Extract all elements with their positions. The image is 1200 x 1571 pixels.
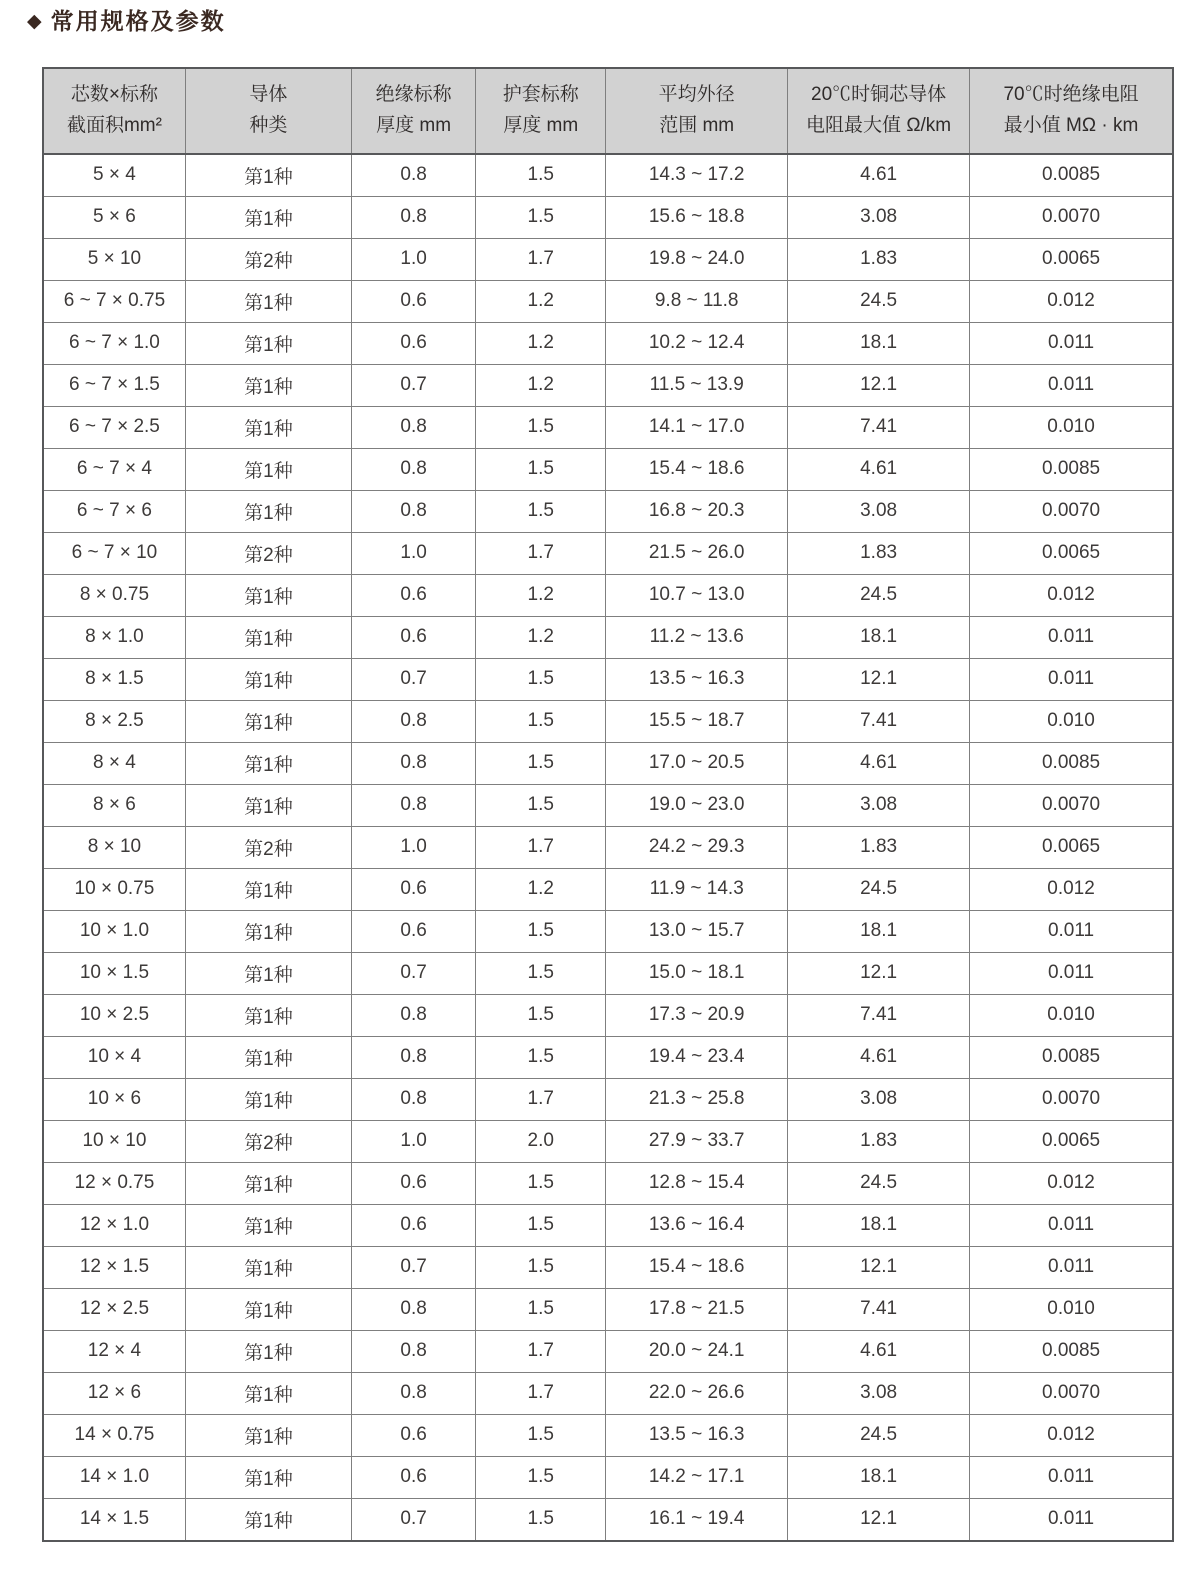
- table-cell: 24.5: [788, 1162, 970, 1204]
- table-cell: 第1种: [185, 1078, 351, 1120]
- table-cell: 0.6: [351, 616, 475, 658]
- table-cell: 14 × 0.75: [43, 1414, 185, 1456]
- table-row: [43, 994, 1173, 1036]
- table-row: [43, 1246, 1173, 1288]
- table-cell: 第1种: [185, 742, 351, 784]
- table-cell: 0.012: [970, 280, 1173, 322]
- table-cell: 10 × 0.75: [43, 868, 185, 910]
- table-row: [43, 574, 1173, 616]
- table-cell: 15.5 ~ 18.7: [606, 700, 788, 742]
- table-cell: 1.83: [788, 532, 970, 574]
- spec-table-body: [43, 154, 1173, 1541]
- table-cell: 7.41: [788, 700, 970, 742]
- table-cell: 18.1: [788, 616, 970, 658]
- table-cell: 6 ~ 7 × 6: [43, 490, 185, 532]
- table-cell: 4.61: [788, 154, 970, 197]
- table-cell: 0.8: [351, 1330, 475, 1372]
- table-cell: 0.011: [970, 1246, 1173, 1288]
- table-cell: 第2种: [185, 1120, 351, 1162]
- table-cell: 0.8: [351, 490, 475, 532]
- table-cell: 0.6: [351, 910, 475, 952]
- table-row: [43, 322, 1173, 364]
- table-cell: 1.5: [476, 154, 606, 197]
- table-cell: 0.011: [970, 364, 1173, 406]
- table-cell: 0.8: [351, 1036, 475, 1078]
- table-cell: 0.010: [970, 406, 1173, 448]
- table-cell: 1.5: [476, 490, 606, 532]
- table-cell: 0.6: [351, 574, 475, 616]
- table-cell: 12.1: [788, 1246, 970, 1288]
- table-cell: 3.08: [788, 490, 970, 532]
- table-cell: 0.012: [970, 1414, 1173, 1456]
- table-cell: 12.1: [788, 1498, 970, 1541]
- table-cell: 14.1 ~ 17.0: [606, 406, 788, 448]
- column-header-3: [476, 68, 606, 154]
- table-cell: 6 ~ 7 × 2.5: [43, 406, 185, 448]
- table-cell: 1.5: [476, 994, 606, 1036]
- table-cell: 16.8 ~ 20.3: [606, 490, 788, 532]
- table-cell: 4.61: [788, 742, 970, 784]
- column-header-line1: 导体: [249, 84, 288, 106]
- table-cell: 14.3 ~ 17.2: [606, 154, 788, 197]
- table-cell: 18.1: [788, 910, 970, 952]
- table-row: [43, 1162, 1173, 1204]
- table-cell: 18.1: [788, 322, 970, 364]
- table-cell: 4.61: [788, 448, 970, 490]
- table-row: [43, 1330, 1173, 1372]
- table-cell: 1.0: [351, 238, 475, 280]
- table-cell: 1.5: [476, 784, 606, 826]
- table-cell: 24.5: [788, 574, 970, 616]
- column-header-5: [788, 68, 970, 154]
- table-cell: 第1种: [185, 868, 351, 910]
- table-cell: 7.41: [788, 1288, 970, 1330]
- table-cell: 10 × 10: [43, 1120, 185, 1162]
- table-cell: 0.012: [970, 1162, 1173, 1204]
- table-cell: 7.41: [788, 406, 970, 448]
- table-cell: 第1种: [185, 1330, 351, 1372]
- table-cell: 1.5: [476, 1162, 606, 1204]
- table-cell: 0.6: [351, 1456, 475, 1498]
- column-header-4: [606, 68, 788, 154]
- table-cell: 第1种: [185, 406, 351, 448]
- table-cell: 1.5: [476, 1288, 606, 1330]
- table-cell: 5 × 10: [43, 238, 185, 280]
- table-cell: 0.7: [351, 952, 475, 994]
- table-cell: 6 ~ 7 × 1.0: [43, 322, 185, 364]
- table-row: [43, 784, 1173, 826]
- table-cell: 8 × 1.5: [43, 658, 185, 700]
- table-row: [43, 364, 1173, 406]
- table-cell: 0.011: [970, 616, 1173, 658]
- table-cell: 2.0: [476, 1120, 606, 1162]
- table-cell: 1.83: [788, 1120, 970, 1162]
- table-cell: 1.2: [476, 364, 606, 406]
- table-cell: 第1种: [185, 1246, 351, 1288]
- table-cell: 1.2: [476, 574, 606, 616]
- table-cell: 第1种: [185, 1498, 351, 1541]
- table-cell: 0.0065: [970, 826, 1173, 868]
- table-cell: 19.4 ~ 23.4: [606, 1036, 788, 1078]
- diamond-bullet-icon: ◆: [27, 11, 42, 33]
- header-row: [43, 68, 1173, 154]
- table-cell: 1.5: [476, 448, 606, 490]
- table-row: [43, 154, 1173, 197]
- table-cell: 1.5: [476, 700, 606, 742]
- page-title-text: 常用规格及参数: [50, 8, 226, 34]
- table-cell: 0.0085: [970, 448, 1173, 490]
- table-cell: 8 × 6: [43, 784, 185, 826]
- table-cell: 第1种: [185, 700, 351, 742]
- table-cell: 22.0 ~ 26.6: [606, 1372, 788, 1414]
- table-cell: 第2种: [185, 532, 351, 574]
- table-cell: 12.8 ~ 15.4: [606, 1162, 788, 1204]
- table-cell: 15.4 ~ 18.6: [606, 448, 788, 490]
- table-cell: 1.5: [476, 658, 606, 700]
- table-cell: 第1种: [185, 364, 351, 406]
- table-cell: 0.011: [970, 1456, 1173, 1498]
- table-cell: 0.8: [351, 1078, 475, 1120]
- table-cell: 1.5: [476, 1498, 606, 1541]
- table-cell: 第1种: [185, 616, 351, 658]
- column-header-line1: 芯数×标称: [70, 84, 158, 106]
- column-header-line2: 截面积mm²: [66, 114, 162, 136]
- table-cell: 0.6: [351, 1414, 475, 1456]
- table-cell: 0.0085: [970, 742, 1173, 784]
- table-cell: 8 × 1.0: [43, 616, 185, 658]
- table-cell: 21.5 ~ 26.0: [606, 532, 788, 574]
- table-row: [43, 700, 1173, 742]
- table-cell: 0.8: [351, 1288, 475, 1330]
- table-cell: 1.5: [476, 742, 606, 784]
- table-row: [43, 1120, 1173, 1162]
- column-header-line2: 厚度 mm: [376, 114, 452, 136]
- table-row: [43, 910, 1173, 952]
- table-cell: 6 ~ 7 × 10: [43, 532, 185, 574]
- table-cell: 0.0070: [970, 490, 1173, 532]
- column-header-2: [351, 68, 475, 154]
- table-cell: 24.5: [788, 868, 970, 910]
- table-cell: 1.2: [476, 616, 606, 658]
- table-cell: 21.3 ~ 25.8: [606, 1078, 788, 1120]
- table-cell: 第1种: [185, 1372, 351, 1414]
- table-row: [43, 1372, 1173, 1414]
- table-cell: 0.7: [351, 1498, 475, 1541]
- table-cell: 0.0085: [970, 154, 1173, 197]
- page-title: [0, 0, 1200, 36]
- table-cell: 24.5: [788, 280, 970, 322]
- table-cell: 27.9 ~ 33.7: [606, 1120, 788, 1162]
- table-cell: 第1种: [185, 574, 351, 616]
- table-cell: 0.011: [970, 910, 1173, 952]
- table-cell: 第1种: [185, 1036, 351, 1078]
- table-cell: 第1种: [185, 196, 351, 238]
- column-header-line2: 范围 mm: [659, 114, 735, 136]
- table-cell: 1.5: [476, 1204, 606, 1246]
- table-cell: 1.7: [476, 532, 606, 574]
- table-cell: 0.6: [351, 1162, 475, 1204]
- table-cell: 6 ~ 7 × 0.75: [43, 280, 185, 322]
- spec-table: [42, 67, 1174, 1542]
- table-cell: 1.0: [351, 826, 475, 868]
- table-cell: 1.2: [476, 280, 606, 322]
- table-cell: 第1种: [185, 952, 351, 994]
- table-cell: 1.5: [476, 1246, 606, 1288]
- table-cell: 17.3 ~ 20.9: [606, 994, 788, 1036]
- table-cell: 8 × 0.75: [43, 574, 185, 616]
- table-row: [43, 1078, 1173, 1120]
- table-cell: 1.83: [788, 238, 970, 280]
- table-cell: 15.4 ~ 18.6: [606, 1246, 788, 1288]
- table-row: [43, 448, 1173, 490]
- table-cell: 0.8: [351, 448, 475, 490]
- table-cell: 0.0065: [970, 238, 1173, 280]
- table-row: [43, 1204, 1173, 1246]
- table-cell: 15.6 ~ 18.8: [606, 196, 788, 238]
- table-cell: 0.8: [351, 196, 475, 238]
- table-cell: 0.0085: [970, 1036, 1173, 1078]
- table-cell: 第1种: [185, 490, 351, 532]
- table-cell: 0.012: [970, 868, 1173, 910]
- table-cell: 3.08: [788, 784, 970, 826]
- table-cell: 11.5 ~ 13.9: [606, 364, 788, 406]
- table-cell: 第2种: [185, 238, 351, 280]
- table-cell: 12.1: [788, 658, 970, 700]
- table-row: [43, 406, 1173, 448]
- table-cell: 13.6 ~ 16.4: [606, 1204, 788, 1246]
- table-cell: 11.9 ~ 14.3: [606, 868, 788, 910]
- table-cell: 14 × 1.0: [43, 1456, 185, 1498]
- table-cell: 1.5: [476, 910, 606, 952]
- table-cell: 11.2 ~ 13.6: [606, 616, 788, 658]
- column-header-6: [970, 68, 1173, 154]
- table-cell: 1.5: [476, 952, 606, 994]
- table-row: [43, 238, 1173, 280]
- table-row: [43, 826, 1173, 868]
- table-cell: 4.61: [788, 1036, 970, 1078]
- table-cell: 1.0: [351, 532, 475, 574]
- table-row: [43, 742, 1173, 784]
- column-header-line1: 平均外径: [658, 84, 735, 106]
- table-cell: 第1种: [185, 1414, 351, 1456]
- column-header-line2: 厚度 mm: [503, 114, 579, 136]
- table-cell: 第1种: [185, 280, 351, 322]
- table-cell: 10 × 6: [43, 1078, 185, 1120]
- table-cell: 12 × 0.75: [43, 1162, 185, 1204]
- table-row: [43, 490, 1173, 532]
- table-cell: 3.08: [788, 196, 970, 238]
- table-cell: 7.41: [788, 994, 970, 1036]
- table-cell: 12 × 2.5: [43, 1288, 185, 1330]
- table-cell: 12 × 1.0: [43, 1204, 185, 1246]
- table-cell: 1.5: [476, 1456, 606, 1498]
- table-cell: 3.08: [788, 1078, 970, 1120]
- table-cell: 1.7: [476, 1330, 606, 1372]
- table-cell: 19.8 ~ 24.0: [606, 238, 788, 280]
- table-cell: 1.2: [476, 868, 606, 910]
- table-cell: 第1种: [185, 658, 351, 700]
- table-cell: 0.0070: [970, 196, 1173, 238]
- table-cell: 24.2 ~ 29.3: [606, 826, 788, 868]
- table-cell: 4.61: [788, 1330, 970, 1372]
- table-row: [43, 1414, 1173, 1456]
- table-cell: 10 × 4: [43, 1036, 185, 1078]
- table-cell: 第1种: [185, 1204, 351, 1246]
- table-cell: 0.010: [970, 1288, 1173, 1330]
- column-header-line2: 种类: [249, 114, 288, 136]
- table-cell: 6 ~ 7 × 4: [43, 448, 185, 490]
- table-cell: 0.0070: [970, 784, 1173, 826]
- column-header-1: [185, 68, 351, 154]
- table-cell: 15.0 ~ 18.1: [606, 952, 788, 994]
- column-header-line1: 绝缘标称: [375, 84, 452, 106]
- column-header-line2: 最小值 MΩ · km: [1003, 114, 1139, 136]
- table-cell: 19.0 ~ 23.0: [606, 784, 788, 826]
- table-cell: 18.1: [788, 1204, 970, 1246]
- table-cell: 第1种: [185, 448, 351, 490]
- spec-table-header: [43, 68, 1173, 154]
- table-cell: 0.0085: [970, 1330, 1173, 1372]
- table-cell: 1.5: [476, 406, 606, 448]
- table-cell: 0.8: [351, 994, 475, 1036]
- table-cell: 9.8 ~ 11.8: [606, 280, 788, 322]
- table-cell: 12.1: [788, 364, 970, 406]
- table-cell: 1.7: [476, 1078, 606, 1120]
- table-cell: 10.2 ~ 12.4: [606, 322, 788, 364]
- table-row: [43, 1288, 1173, 1330]
- table-cell: 1.83: [788, 826, 970, 868]
- table-row: [43, 868, 1173, 910]
- table-cell: 0.0065: [970, 1120, 1173, 1162]
- table-cell: 0.011: [970, 1498, 1173, 1541]
- table-cell: 16.1 ~ 19.4: [606, 1498, 788, 1541]
- table-cell: 1.2: [476, 322, 606, 364]
- table-cell: 0.8: [351, 784, 475, 826]
- table-cell: 第1种: [185, 154, 351, 197]
- table-row: [43, 616, 1173, 658]
- table-cell: 13.5 ~ 16.3: [606, 658, 788, 700]
- column-header-line1: 20℃时铜芯导体: [811, 84, 947, 106]
- table-cell: 6 ~ 7 × 1.5: [43, 364, 185, 406]
- table-cell: 10.7 ~ 13.0: [606, 574, 788, 616]
- table-cell: 14 × 1.5: [43, 1498, 185, 1541]
- table-cell: 8 × 2.5: [43, 700, 185, 742]
- table-cell: 0.011: [970, 1204, 1173, 1246]
- column-header-line1: 护套标称: [502, 84, 579, 106]
- table-cell: 第2种: [185, 826, 351, 868]
- column-header-0: [43, 68, 185, 154]
- table-cell: 0.8: [351, 406, 475, 448]
- table-cell: 1.5: [476, 1036, 606, 1078]
- table-row: [43, 1036, 1173, 1078]
- table-cell: 0.011: [970, 658, 1173, 700]
- table-cell: 12 × 1.5: [43, 1246, 185, 1288]
- table-cell: 第1种: [185, 910, 351, 952]
- table-cell: 1.0: [351, 1120, 475, 1162]
- table-cell: 第1种: [185, 1162, 351, 1204]
- table-cell: 13.0 ~ 15.7: [606, 910, 788, 952]
- table-cell: 0.0070: [970, 1078, 1173, 1120]
- table-row: [43, 658, 1173, 700]
- table-cell: 0.6: [351, 868, 475, 910]
- table-cell: 14.2 ~ 17.1: [606, 1456, 788, 1498]
- table-cell: 0.010: [970, 700, 1173, 742]
- table-row: [43, 952, 1173, 994]
- table-cell: 0.8: [351, 742, 475, 784]
- table-cell: 1.7: [476, 826, 606, 868]
- table-cell: 0.6: [351, 1204, 475, 1246]
- table-cell: 0.0070: [970, 1372, 1173, 1414]
- table-cell: 第1种: [185, 1288, 351, 1330]
- table-cell: 12.1: [788, 952, 970, 994]
- table-cell: 0.7: [351, 658, 475, 700]
- table-cell: 第1种: [185, 322, 351, 364]
- table-cell: 10 × 1.0: [43, 910, 185, 952]
- table-row: [43, 196, 1173, 238]
- table-cell: 第1种: [185, 784, 351, 826]
- table-cell: 0.6: [351, 280, 475, 322]
- table-cell: 3.08: [788, 1372, 970, 1414]
- table-cell: 10 × 1.5: [43, 952, 185, 994]
- table-cell: 12 × 4: [43, 1330, 185, 1372]
- table-cell: 20.0 ~ 24.1: [606, 1330, 788, 1372]
- table-cell: 0.8: [351, 700, 475, 742]
- table-cell: 第1种: [185, 1456, 351, 1498]
- table-cell: 0.012: [970, 574, 1173, 616]
- table-cell: 0.7: [351, 364, 475, 406]
- table-row: [43, 280, 1173, 322]
- table-cell: 8 × 10: [43, 826, 185, 868]
- table-cell: 8 × 4: [43, 742, 185, 784]
- table-cell: 24.5: [788, 1414, 970, 1456]
- table-cell: 5 × 6: [43, 196, 185, 238]
- table-cell: 0.6: [351, 322, 475, 364]
- column-header-line2: 电阻最大值 Ω/km: [806, 114, 952, 136]
- table-cell: 1.5: [476, 1414, 606, 1456]
- table-cell: 1.5: [476, 196, 606, 238]
- table-cell: 0.011: [970, 952, 1173, 994]
- table-row: [43, 1456, 1173, 1498]
- table-cell: 1.7: [476, 1372, 606, 1414]
- table-cell: 18.1: [788, 1456, 970, 1498]
- table-cell: 10 × 2.5: [43, 994, 185, 1036]
- table-cell: 17.8 ~ 21.5: [606, 1288, 788, 1330]
- table-cell: 0.010: [970, 994, 1173, 1036]
- table-cell: 12 × 6: [43, 1372, 185, 1414]
- table-cell: 1.7: [476, 238, 606, 280]
- table-cell: 0.7: [351, 1246, 475, 1288]
- table-row: [43, 1498, 1173, 1541]
- table-cell: 第1种: [185, 994, 351, 1036]
- table-cell: 0.0065: [970, 532, 1173, 574]
- table-cell: 0.8: [351, 154, 475, 197]
- table-cell: 13.5 ~ 16.3: [606, 1414, 788, 1456]
- table-cell: 17.0 ~ 20.5: [606, 742, 788, 784]
- table-cell: 0.011: [970, 322, 1173, 364]
- table-cell: 0.8: [351, 1372, 475, 1414]
- table-cell: 5 × 4: [43, 154, 185, 197]
- table-row: [43, 532, 1173, 574]
- column-header-line1: 70℃时绝缘电阻: [1003, 84, 1139, 106]
